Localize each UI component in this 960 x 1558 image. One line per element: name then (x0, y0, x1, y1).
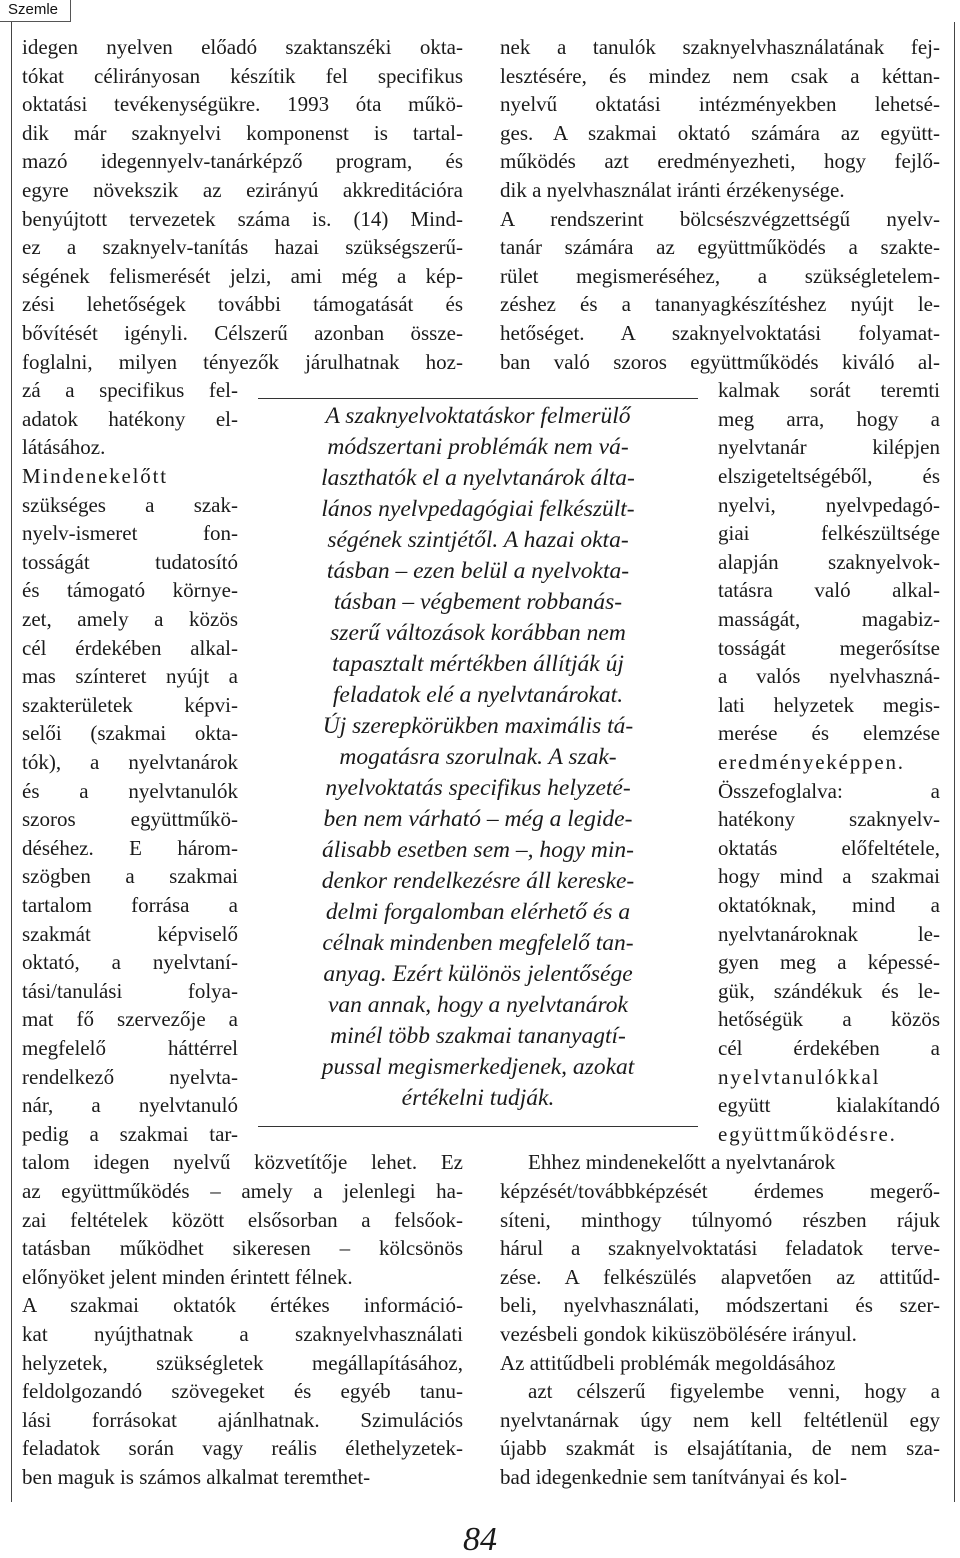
right-text-line: tatásra való alkal- (718, 578, 940, 603)
left-text-line: egyre növekszik az ezirányú akkreditációra (22, 178, 463, 202)
left-text-line: déséhez. E három- (22, 835, 238, 860)
pull-quote-line: célnak mindenben megfelelő tan- (322, 930, 634, 956)
pull-quote-line: ben nem várható – még a legide- (323, 806, 633, 832)
pull-quote-line: ségének szintjétől. A hazai okta- (327, 527, 629, 553)
left-text-line: tók), a nyelvtanárok (22, 750, 238, 774)
pull-quote-line: nyelvoktatás specifikus helyzeté- (325, 775, 631, 801)
left-text-line: ez a szaknyelv-tanítás hazai szükségszerű- (22, 235, 463, 260)
left-text-line: előnyöket jelent minden érintett félnek. (22, 1264, 353, 1289)
left-text-line: megfelelő háttérrel (22, 1036, 238, 1060)
left-text-line: zet, amely a közös (22, 607, 238, 631)
left-margin-rule (11, 22, 12, 1502)
right-text-line: Összefoglalva: a (718, 778, 940, 803)
pull-quote-line: van annak, hogy a nyelvtanárok (328, 992, 628, 1018)
pull-quote-line: laszthatók el a nyelvtanárok álta- (321, 465, 635, 491)
right-text-line: lati helyzetek megis- (718, 692, 940, 717)
right-text-line: együttműködésre. (718, 1121, 897, 1146)
right-text-line: A rendszerint bölcsészvégzettségű nyelv- (500, 206, 940, 231)
right-text-line: síteni, minthogy túlnyomó részben rájuk (500, 1207, 940, 1232)
left-text-line: kat nyújthatnak a szaknyelvhasználati (22, 1322, 463, 1346)
right-text-line: nyelvi, nyelvpedagó- (718, 492, 940, 517)
left-text-line: tókat célirányosan készítik fel specifikus (22, 63, 463, 88)
pull-quote-line: tásban – végbement robbanás- (333, 589, 623, 615)
left-text-line: mazó idegennyelv-tanárképző program, és (22, 149, 463, 174)
left-text-line: szögben a szakmai (22, 864, 238, 889)
pull-quote-line: lános nyelvpedagógiai felkészült- (321, 496, 635, 522)
left-text-line: látásához. (22, 435, 106, 460)
right-text-line: vezésbeli gondok kiküszöbölésére irányul. (500, 1322, 857, 1346)
right-text-line: tanár számára az együttműködés a szakte- (500, 235, 940, 260)
right-text-line: dik a nyelvhasználat iránti érzékenysége. (500, 178, 845, 202)
right-text-line: hetőséget. A szaknyelvoktatási folyamat- (500, 321, 940, 345)
left-text-line: Mindenekelőtt (22, 464, 168, 488)
right-text-line: újabb szakmát is elsajátítania, de nem sza- (500, 1436, 940, 1461)
right-text-line: Ehhez mindenekelőtt a nyelvtanárok (528, 1150, 836, 1175)
right-text-line: gük, szándékuk és le- (718, 978, 940, 1003)
right-text-line: merése és elemzése (718, 721, 940, 746)
left-text-line: lási forrásokat ajánlhatnak. Szimulációs (22, 1407, 463, 1432)
left-text-line: selői (szakmai okta- (22, 721, 238, 746)
left-text-line: oktatási tevékenységükre. 1993 óta műkö- (22, 92, 463, 117)
right-text-line: elszigeteltségéből, és (718, 464, 940, 488)
page-number: 84 (463, 1521, 497, 1558)
left-text-line: feldolgozandó szövegeket és egyéb tanu- (22, 1379, 463, 1404)
left-text-line: feladatok során vagy reális élethelyzetek- (22, 1436, 463, 1461)
right-text-line: giai felkészültsége (718, 521, 940, 546)
pull-quote-line: szerű változások korábban nem (330, 620, 626, 646)
right-text-line: bad idegenkednie sem tanítványai és kol- (500, 1465, 847, 1489)
left-text-line: az együttműködés – amely a jelenlegi ha- (22, 1179, 463, 1203)
right-text-line: cél érdekében a (718, 1036, 940, 1060)
left-text-line: ségének felismerését jelzi, ami még a kép- (22, 263, 463, 288)
right-text-line: nyelvtanároknak le- (718, 921, 940, 946)
right-margin-rule (954, 22, 955, 1502)
pull-quote-line: értékelni tudják. (401, 1085, 555, 1111)
left-text-line: foglalni, milyen tényezők járulhatnak hoz- (22, 349, 463, 374)
left-text-line: szakmát képviselő (22, 921, 238, 946)
right-text-line: alapján szaknyelvok- (718, 549, 940, 574)
right-text-line: Az attitűdbeli problémák megoldásához (500, 1350, 836, 1375)
left-text-line: zá a specifikus fel- (22, 378, 238, 403)
left-text-line: ben maguk is számos alkalmat teremthet- (22, 1465, 371, 1489)
pull-quote-line: álisabb esetben sem –, hogy min- (322, 837, 634, 863)
pull-quote-bottom-rule (258, 1126, 698, 1127)
pull-quote-line: minél több szakmai tananyagtí- (330, 1023, 626, 1049)
left-text-line: helyzetek, szükségletek megállapításához, (22, 1350, 463, 1375)
right-text-line: gyen meg a képessé- (718, 950, 940, 975)
right-text-line: a valós nyelvhaszná- (718, 664, 940, 689)
left-text-line: nár, a nyelvtanuló (22, 1093, 238, 1118)
right-text-line: eredményeképpen. (718, 750, 905, 774)
left-text-line: tatásban működhet sikeresen – kölcsönös (22, 1236, 463, 1261)
pull-quote-line: A szaknyelvoktatáskor felmerülő (325, 403, 631, 429)
left-text-line: zési lehetőségek további támogatását és (22, 292, 463, 317)
left-text-line: tartalom forrása a (22, 893, 238, 917)
left-text-line: szakterületek képvi- (22, 692, 238, 717)
right-text-line: hetőségük a közös (718, 1007, 940, 1032)
left-text-line: szoros együttműkö- (22, 807, 238, 832)
right-text-line: meg arra, hogy a (718, 406, 940, 431)
right-text-line: lesztésére, és mindez nem csak a kéttan- (500, 63, 940, 88)
left-text-line: és a nyelvtanulók (22, 778, 238, 803)
left-text-line: mas színteret nyújt a (22, 664, 238, 689)
right-text-line: ban való szoros együttműködés kiváló al- (500, 349, 940, 374)
right-text-line: ges. A szakmai oktató számára az együtt- (500, 120, 940, 145)
left-text-line: benyújtott tervezetek száma is. (14) Mind- (22, 206, 463, 231)
left-text-line: zai feltételek között elsősorban a felsőok- (22, 1207, 463, 1232)
pull-quote-line: módszertani problémák nem vá- (327, 434, 629, 460)
pull-quote-line: feladatok elé a nyelvtanárokat. (332, 682, 624, 708)
pull-quote-line: denkor rendelkezésre áll kereske- (321, 868, 635, 894)
left-text-line: cél érdekében alkal- (22, 635, 238, 660)
right-text-line: rület megismeréséhez, a szükségletelem- (500, 263, 940, 288)
right-text-line: azt célszerű figyelembe venni, hogy a (528, 1379, 940, 1404)
pull-quote-line: mogatásra szorulnak. A szak- (339, 744, 617, 770)
pull-quote-line: anyag. Ezért különös jelentősége (323, 961, 633, 987)
left-text-line: és támogató környe- (22, 578, 238, 603)
pull-quote-line: tapasztalt mértékben állítják új (332, 651, 624, 677)
right-text-line: hogy mind a szakmai (718, 864, 940, 889)
left-text-line: talom idegen nyelvű közvetítője lehet. Ez (22, 1150, 463, 1175)
left-text-line: nyelv-ismeret fon- (22, 521, 238, 546)
right-text-line: nyelvű oktatási intézményekben lehetsé- (500, 92, 940, 117)
left-text-line: adatok hatékony el- (22, 406, 238, 431)
right-text-line: nyelvtanulókkal (718, 1064, 881, 1089)
left-text-line: idegen nyelven előadó szaktanszéki okta- (22, 35, 463, 59)
right-text-line: oktatóknak, mind a (718, 893, 940, 917)
left-text-line: szükséges a szak- (22, 492, 238, 517)
right-text-line: zése. A felkészülés alapvetően az attitűd- (500, 1264, 940, 1289)
left-text-line: mat fő szervezője a (22, 1007, 238, 1032)
left-text-line: oktató, a nyelvtaní- (22, 950, 238, 975)
left-text-line: tosságát tudatosító (22, 549, 238, 574)
right-text-line: beli, nyelvhasználati, módszertani és szer- (500, 1293, 940, 1318)
left-text-line: bővítését igényli. Célszerű azonban össze- (22, 321, 463, 345)
right-text-line: tosságát megerősítse (718, 635, 940, 660)
pull-quote-line: Új szerepkörükben maximális tá- (322, 713, 634, 739)
right-text-line: képzését/továbbképzését érdemes megerő- (500, 1179, 940, 1203)
pull-quote-line: tásban – ezen belül a nyelvokta- (326, 558, 630, 584)
right-text-line: masságát, magabiz- (718, 607, 940, 631)
left-text-line: A szakmai oktatók értékes információ- (22, 1293, 463, 1318)
left-text-line: rendelkező nyelvta- (22, 1064, 238, 1089)
right-text-line: hatékony szaknyelv- (718, 807, 940, 832)
right-text-line: zéshez és a tananyagkészítéshez nyújt le- (500, 292, 940, 317)
pull-quote-top-rule (258, 398, 698, 399)
right-text-line: működés azt eredményezheti, hogy fejlő- (500, 149, 940, 174)
right-text-line: oktatás előfeltétele, (718, 835, 940, 860)
left-text-line: pedig a szakmai tar- (22, 1121, 238, 1146)
right-text-line: nyelvtanár kilépjen (718, 435, 940, 460)
pull-quote-line: delmi forgalomban elérhető és a (325, 899, 631, 925)
right-text-line: kalmak sorát teremti (718, 378, 940, 403)
right-text-line: hárul a szaknyelvoktatási feladatok terve- (500, 1236, 940, 1261)
section-tag: Szemle (0, 0, 71, 22)
pull-quote-line: pussal megismerkedjenek, azokat (321, 1054, 635, 1080)
right-text-line: együtt kialakítandó (718, 1093, 940, 1118)
right-text-line: nyelvtanárnak úgy nem kell feltétlenül egy (500, 1407, 940, 1432)
right-text-line: nek a tanulók szaknyelvhasználatának fej- (500, 35, 940, 59)
left-text-line: dik már szaknyelvi komponenst is tartal- (22, 120, 463, 145)
left-text-line: tási/tanulási folya- (22, 978, 238, 1003)
